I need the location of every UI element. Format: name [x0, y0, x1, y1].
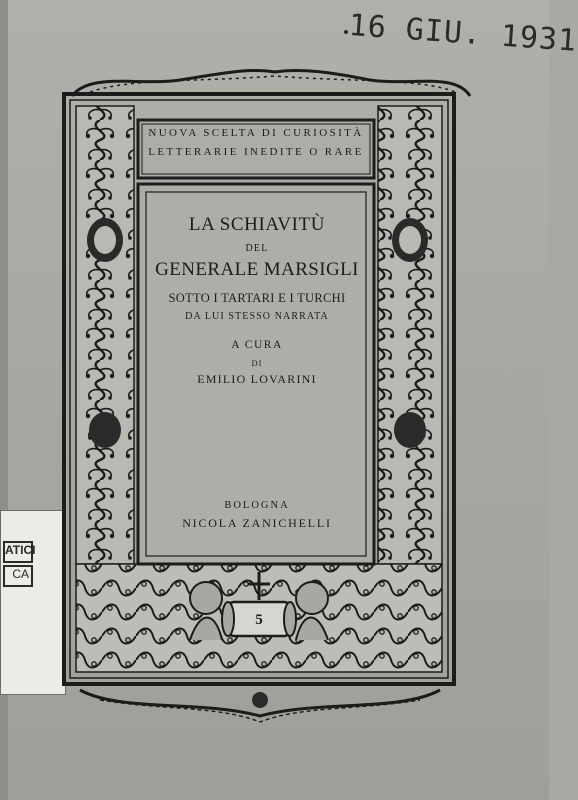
- publisher-city: BOLOGNA: [224, 500, 290, 511]
- volume-number: 5: [255, 612, 263, 628]
- editor-line-1: A CURA: [231, 339, 283, 351]
- side-label-line-2: CA: [3, 565, 33, 587]
- title-line-1: LA SCHIAVITÙ: [188, 214, 326, 235]
- series-line-1: NUOVA SCELTA DI CURIOSITÀ: [148, 127, 364, 139]
- editor-name: EMILIO LOVARINI: [197, 372, 317, 386]
- series-line-2: LETTERARIE INEDITE O RARE: [148, 146, 364, 158]
- library-date-stamp: 16 GIU. 1931: [347, 8, 578, 59]
- title-line-3: GENERALE MARSIGLI: [155, 259, 359, 280]
- subtitle-line-2: DA LUI STESSO NARRATA: [185, 311, 329, 322]
- publisher-name: NICOLA ZANICHELLI: [182, 516, 332, 530]
- title-line-2: DEL: [245, 243, 269, 254]
- side-label-line-1: ATICI: [3, 541, 33, 563]
- series-title: [142, 124, 370, 174]
- editor-line-2: DI: [251, 358, 263, 368]
- subtitle-line-1: SOTTO I TARTARI E I TURCHI: [168, 291, 346, 305]
